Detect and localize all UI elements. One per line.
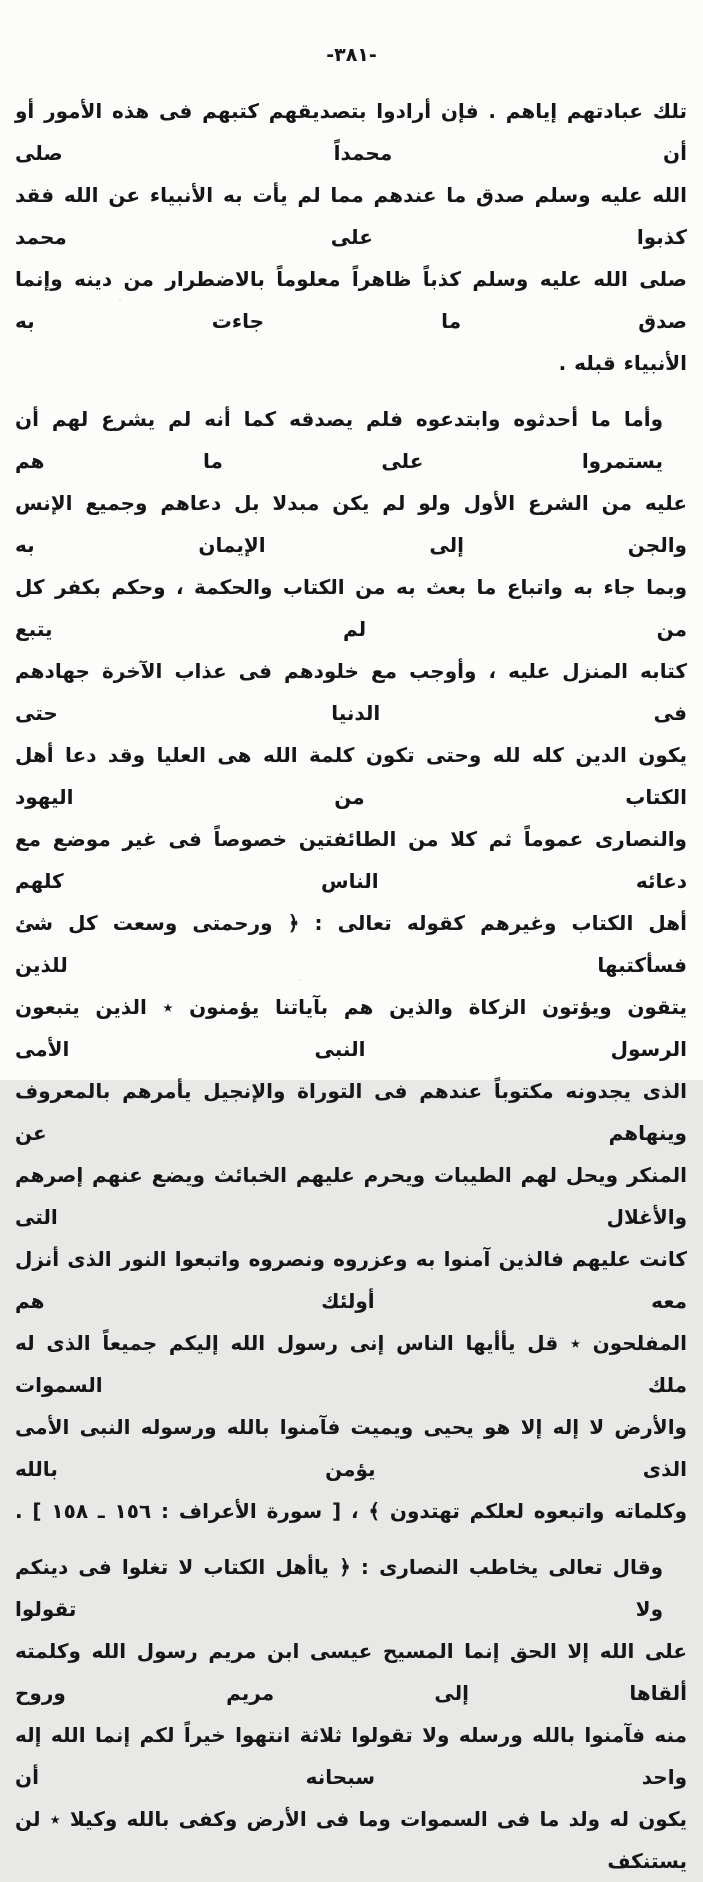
text-line: المفلحون ٭ قل يأأيها الناس إنى رسول الله إليكم جميعاً الذى له ملك السموات [15, 1331, 687, 1397]
text-line: على الله إلا الحق إنما المسيح عيسى ابن مريم رسول الله وكلمته ألقاها إلى مريم وروح [15, 1639, 687, 1705]
text-line: الأنبياء قبله . [558, 351, 687, 375]
paragraph-3 [15, 1546, 687, 1882]
text-line: صلى الله عليه وسلم كذباً ظاهراً معلوماً بالاضطرار من دينه وإنما صدق ما جاءت به [15, 267, 687, 333]
text-line: والنصارى عموماً ثم كلا من الطائفتين خصوصاً فى غير موضع مع دعائه الناس كلهم [15, 827, 687, 893]
page-number: -٣٨١- [326, 44, 377, 66]
text-line: الله عليه وسلم صدق ما عندهم مما لم يأت به الأنبياء عن الله فقد كذبوا على محمد [15, 183, 687, 249]
text-line: وكلماته واتبعوه لعلكم تهتدون ﴾ ، [ سورة الأعراف : ١٥٦ ـ ١٥٨ ] . [15, 1499, 688, 1523]
text-line: يكون الدين كله لله وحتى تكون كلمة الله هى العليا وقد دعا أهل الكتاب من اليهود [15, 743, 687, 809]
text-line: كانت عليهم فالذين آمنوا به وعزروه ونصروه واتبعوا النور الذى أنزل معه أولئك هم [15, 1247, 687, 1313]
paragraph-1 [15, 90, 687, 384]
paragraph-2 [15, 398, 687, 1532]
text-line: منه فآمنوا بالله ورسله ولا تقولوا ثلاثة انتهوا خيراً لكم إنما الله إله واحد سبحانه أن [15, 1723, 687, 1789]
text-line: الذى يجدونه مكتوباً عندهم فى التوراة والإنجيل يأمرهم بالمعروف وينهاهم عن [15, 1079, 687, 1145]
text-line: والأرض لا إله إلا هو يحيى ويميت فآمنوا بالله ورسوله النبى الأمى الذى يؤمن بالله [15, 1415, 687, 1481]
text-line: يكون له ولد ما فى السموات وما فى الأرض وكفى بالله وكيلا ٭ لن يستنكف [15, 1807, 687, 1873]
text-line: المنكر ويحل لهم الطيبات ويحرم عليهم الخبائث ويضع عنهم إصرهم والأغلال التى [15, 1163, 687, 1229]
text-line: يتقون ويؤتون الزكاة والذين هم بآياتنا يؤمنون ٭ الذين يتبعون الرسول النبى الأمى [15, 995, 687, 1061]
text-block [0, 90, 703, 1882]
text-line: تلك عبادتهم إياهم . فإن أرادوا بتصديقهم كتبهم فى هذه الأمور أو أن محمداً صلى [15, 99, 687, 165]
text-line: وقال تعالى يخاطب النصارى : ﴿ ياأهل الكتاب لا تغلوا فى دينكم ولا تقولوا [15, 1555, 663, 1621]
text-line: عليه من الشرع الأول ولو لم يكن مبدلا بل دعاهم وجميع الإنس والجن إلى الإيمان به [15, 491, 687, 557]
text-line: كتابه المنزل عليه ، وأوجب مع خلودهم فى عذاب الآخرة جهادهم فى الدنيا حتى [15, 659, 687, 725]
text-line: أهل الكتاب وغيرهم كقوله تعالى : ﴿ ورحمتى وسعت كل شئ فسأكتبها للذين [15, 911, 687, 977]
text-line: وأما ما أحدثوه وابتدعوه فلم يصدقه كما أنه لم يشرع لهم أن يستمروا على ما هم [15, 407, 663, 473]
text-line: وبما جاء به واتباع ما بعث به من الكتاب والحكمة ، وحكم بكفر كل من لم يتبع [15, 575, 687, 641]
